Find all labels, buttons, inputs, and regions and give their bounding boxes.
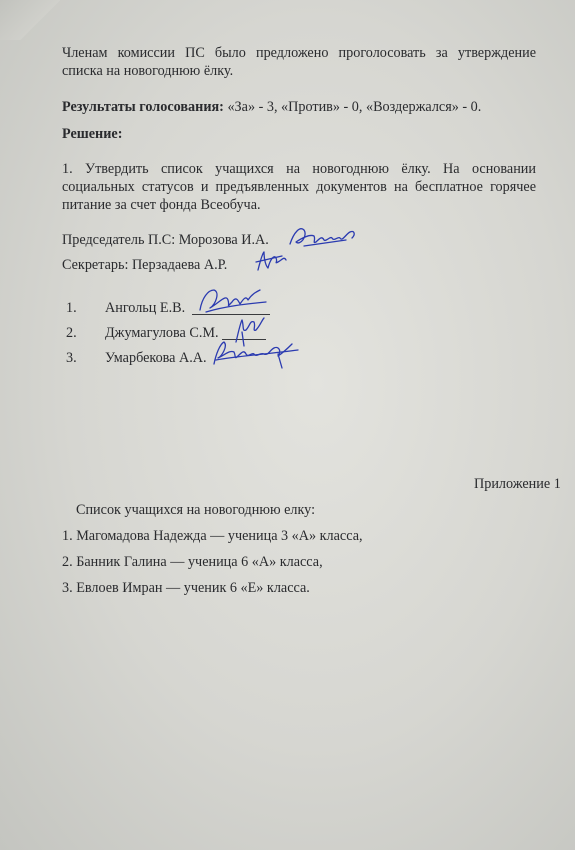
secretary-line: Секретарь: Перзадаева А.Р. bbox=[62, 257, 228, 273]
proposal-line-2: списка на новогоднюю ёлку. bbox=[62, 63, 234, 79]
member-3-name: Умарбекова А.А. bbox=[105, 350, 207, 366]
member-2-number: 2. bbox=[66, 325, 77, 341]
decision-line-3: питание за счет фонда Всеобуча. bbox=[62, 197, 261, 213]
chairman-signature bbox=[286, 222, 366, 252]
member-1-number: 1. bbox=[66, 300, 77, 316]
student-1: 1. Магомадова Надежда — ученица 3 «А» класса, bbox=[62, 528, 363, 544]
decision-line-1: 1. Утвердить список учащихся на новогоднюю ёлку. На основании bbox=[62, 161, 536, 177]
proposal-line-1: Членам комиссии ПС было предложено проголосовать за утверждение bbox=[62, 45, 536, 61]
chairman-line: Председатель П.С: Морозова И.А. bbox=[62, 232, 269, 248]
decision-heading: Решение: bbox=[62, 126, 123, 142]
member-3-number: 3. bbox=[66, 350, 77, 366]
list-title: Список учащихся на новогоднюю елку: bbox=[76, 502, 316, 518]
appendix-label: Приложение 1 bbox=[474, 476, 561, 492]
member-3-signature bbox=[208, 336, 304, 372]
member-1-name: Ангольц Е.В. bbox=[105, 300, 186, 316]
student-3: 3. Евлоев Имран — ученик 6 «Е» класса. bbox=[62, 580, 310, 596]
decision-line-2: социальных статусов и предъявленных документов на бесплатное горячее bbox=[62, 179, 536, 195]
paper-fold bbox=[0, 0, 60, 40]
member-2-name: Джумагулова С.М. bbox=[105, 325, 219, 341]
student-2: 2. Банник Галина — ученица 6 «А» класса, bbox=[62, 554, 323, 570]
vote-label: Результаты голосования: bbox=[62, 99, 224, 115]
vote-text: «За» - 3, «Против» - 0, «Воздержался» - 0. bbox=[223, 99, 482, 115]
vote-results bbox=[62, 98, 481, 117]
secretary-signature bbox=[252, 246, 292, 276]
